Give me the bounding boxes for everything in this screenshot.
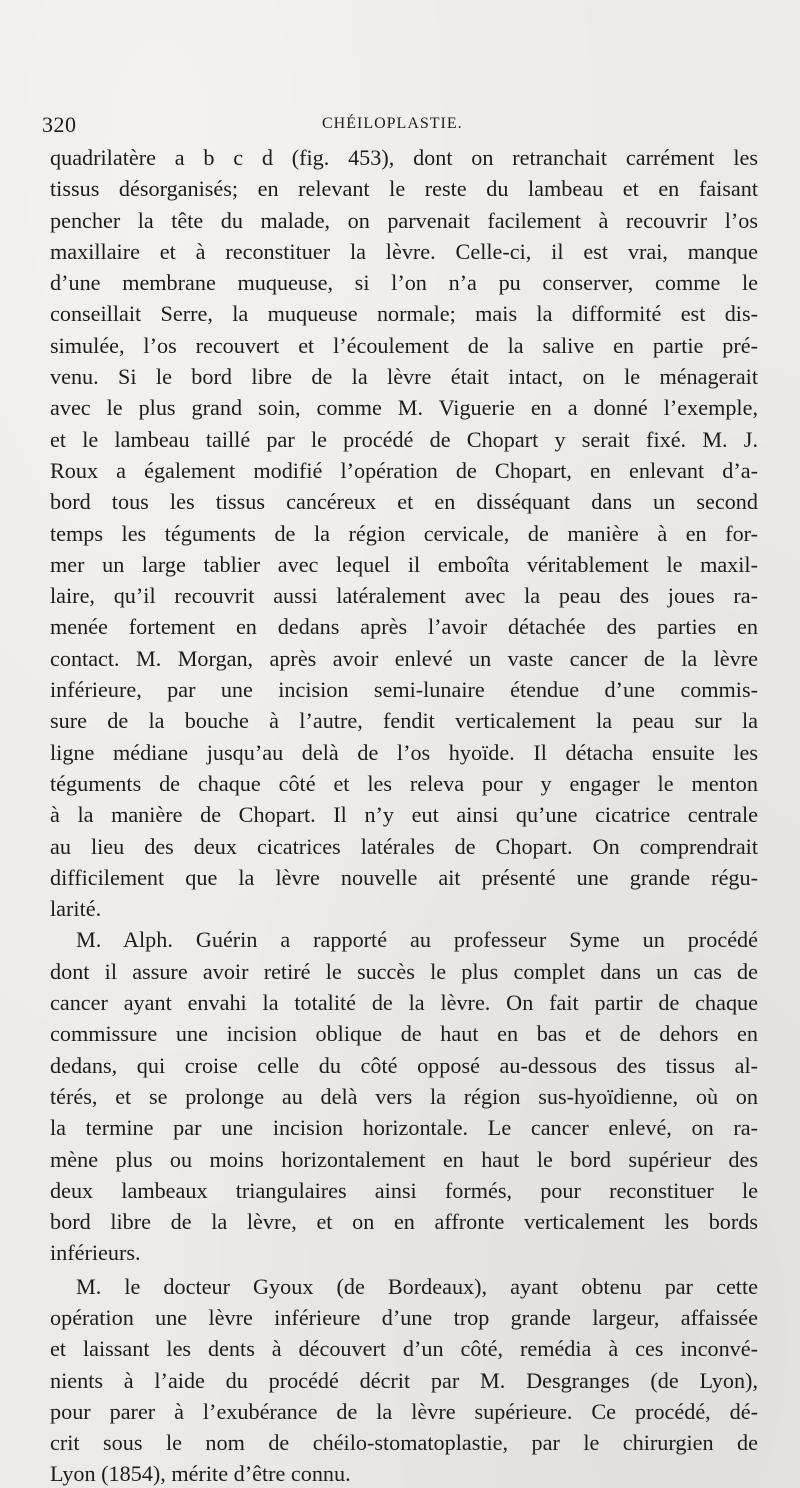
text-line: et laissant les dents à découvert d’un côté, remédia à ces inconvé- bbox=[50, 1336, 758, 1362]
text-line: à la manière de Chopart. Il n’y eut ainsi qu’une cicatrice centrale bbox=[50, 802, 758, 828]
text-line: mène plus ou moins horizontalement en haut le bord supérieur des bbox=[50, 1146, 758, 1172]
text-line: pencher la tête du malade, on parvenait facilement à recouvrir l’os bbox=[50, 207, 758, 233]
text-line: opération une lèvre inférieure d’une trop grande largeur, affaissée bbox=[50, 1304, 758, 1330]
page-number: 320 bbox=[42, 112, 77, 137]
text-line: maxillaire et à reconstituer la lèvre. Celle-ci, il est vrai, manque bbox=[50, 238, 758, 264]
text-line: laire, qu’il recouvrit aussi latéralement avec la peau des joues ra- bbox=[50, 583, 758, 609]
paragraph bbox=[50, 142, 758, 924]
paragraph bbox=[50, 924, 758, 1268]
text-line: dedans, qui croise celle du côté opposé au-dessous des tissus al- bbox=[50, 1052, 758, 1078]
text-line: térés, et se prolonge au delà vers la région sus-hyoïdienne, où on bbox=[50, 1083, 758, 1109]
text-line: dont il assure avoir retiré le succès le plus complet dans un cas de bbox=[50, 958, 758, 984]
text-line: nients à l’aide du procédé décrit par M. Desgranges (de Lyon), bbox=[50, 1367, 758, 1393]
text-line: simulée, l’os recouvert et l’écoulement de la salive en partie pré- bbox=[50, 332, 758, 358]
paragraph bbox=[50, 1271, 758, 1488]
text-line: bord tous les tissus cancéreux et en disséquant dans un second bbox=[50, 489, 758, 515]
text-line: quadrilatère a b c d (fig. 453), dont on retranchait carrément les bbox=[50, 145, 758, 170]
text-line: M. Alph. Guérin a rapporté au professeur Syme un procédé bbox=[76, 927, 758, 953]
body-text bbox=[50, 142, 758, 1488]
text-line: crit sous le nom de chéilo-stomatoplastie, par le chirurgien de bbox=[50, 1430, 758, 1456]
text-line: mer un large tablier avec lequel il emboîta véritablement le maxil- bbox=[50, 551, 758, 577]
text-line: contact. M. Morgan, après avoir enlevé un vaste cancer de la lèvre bbox=[50, 645, 758, 671]
text-line: cancer ayant envahi la totalité de la lèvre. On fait partir de chaque bbox=[50, 990, 758, 1016]
text-line: venu. Si le bord libre de la lèvre était intact, on le ménagerait bbox=[50, 364, 758, 390]
text-line: tissus désorganisés; en relevant le reste du lambeau et en faisant bbox=[50, 176, 758, 202]
page-header bbox=[42, 112, 762, 142]
text-line: temps les téguments de la région cervicale, de manière à en for- bbox=[50, 520, 758, 546]
text-line: d’une membrane muqueuse, si l’on n’a pu conserver, comme le bbox=[50, 270, 758, 296]
text-line: pour parer à l’exubérance de la lèvre supérieure. Ce procédé, dé- bbox=[50, 1398, 758, 1424]
text-line: bord libre de la lèvre, et on en affronte verticalement les bords bbox=[50, 1209, 758, 1235]
text-line: deux lambeaux triangulaires ainsi formés, pour reconstituer le bbox=[50, 1177, 758, 1203]
text-line: commissure une incision oblique de haut en bas et de dehors en bbox=[50, 1021, 758, 1047]
text-line: téguments de chaque côté et les releva pour y engager le menton bbox=[50, 770, 758, 796]
text-line: sure de la bouche à l’autre, fendit verticalement la peau sur la bbox=[50, 708, 758, 734]
running-head: CHÉILOPLASTIE. bbox=[322, 115, 463, 132]
text-line: Roux a également modifié l’opération de Chopart, en enlevant d’a- bbox=[50, 457, 758, 483]
text-line: avec le plus grand soin, comme M. Viguerie en a donné l’exemple, bbox=[50, 395, 758, 421]
text-line: conseillait Serre, la muqueuse normale; mais la difformité est dis- bbox=[50, 301, 758, 327]
text-line: la termine par une incision horizontale. Le cancer enlevé, on ra- bbox=[50, 1115, 758, 1141]
text-line: larité. bbox=[50, 896, 102, 922]
text-line: ligne médiane jusqu’au delà de l’os hyoïde. Il détacha ensuite les bbox=[50, 739, 758, 765]
text-line: inférieure, par une incision semi-lunaire étendue d’une commis- bbox=[50, 677, 758, 703]
text-line: inférieurs. bbox=[50, 1240, 141, 1266]
text-line: difficilement que la lèvre nouvelle ait présenté une grande régu- bbox=[50, 864, 758, 890]
text-line: au lieu des deux cicatrices latérales de Chopart. On comprendrait bbox=[50, 833, 758, 859]
text-line: Lyon (1854), mérite d’être connu. bbox=[50, 1461, 351, 1487]
text-line: M. le docteur Gyoux (de Bordeaux), ayant obtenu par cette bbox=[76, 1273, 758, 1299]
text-line: et le lambeau taillé par le procédé de Chopart y serait fixé. M. J. bbox=[50, 426, 758, 452]
text-line: menée fortement en dedans après l’avoir détachée des parties en bbox=[50, 614, 758, 640]
